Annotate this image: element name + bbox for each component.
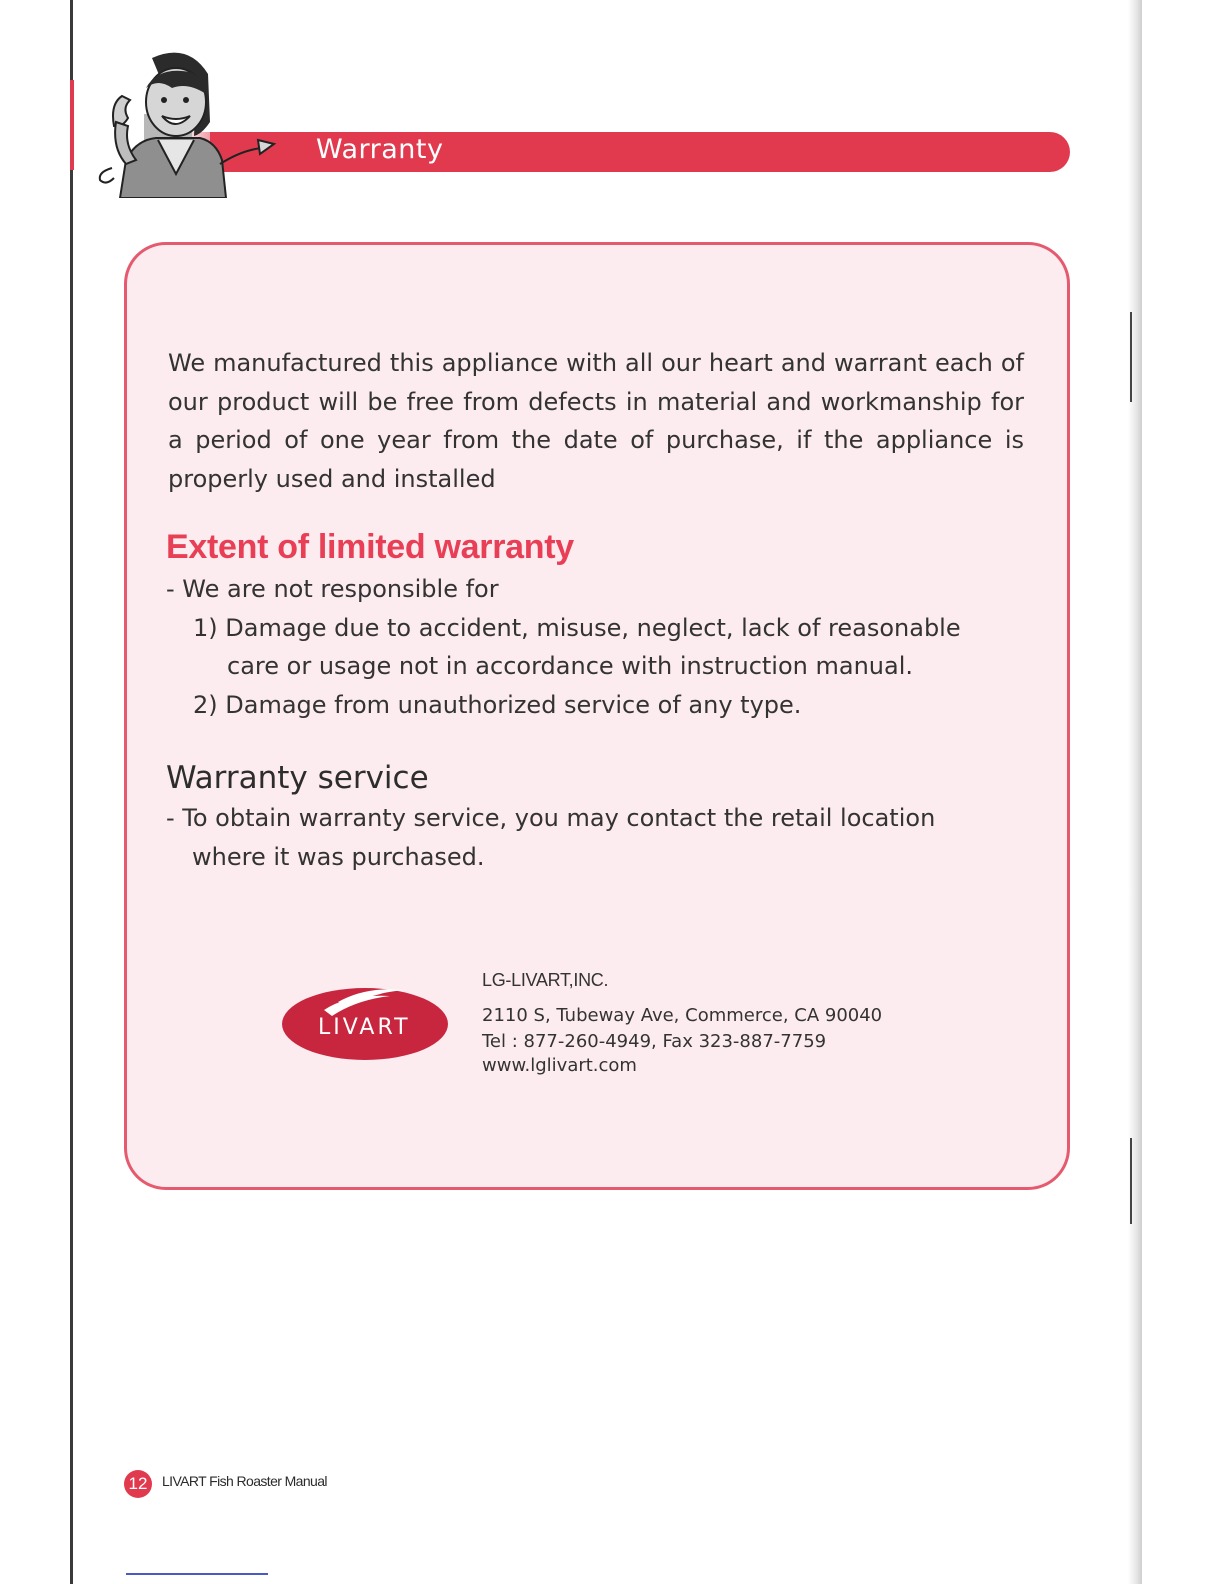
company-phone: Tel : 877-260-4949, Fax 323-887-7759 — [482, 1031, 827, 1052]
limited-warranty-item: 2) Damage from unauthorized service of any type. — [193, 691, 802, 719]
page-binding-accent — [70, 80, 74, 170]
page-number-badge: 12 — [124, 1470, 152, 1498]
warranty-intro-paragraph: We manufactured this appliance with all our heart and warrant each of our product will be free from defects in material and workmanship for a period of one year from the date of purchase, if the appliance is properly used and installed — [168, 349, 1024, 493]
page-binding-edge — [70, 0, 73, 1584]
page-edge-mark — [1130, 312, 1132, 402]
page-edge-mark — [1130, 1138, 1132, 1224]
livart-logo — [278, 980, 452, 1062]
warranty-service-text-continued: where it was purchased. — [192, 843, 485, 871]
mascot-phone-illustration — [92, 48, 282, 198]
footer-rule — [126, 1573, 268, 1575]
warranty-service-heading: Warranty service — [166, 760, 429, 796]
warranty-service-text: - To obtain warranty service, you may contact the retail location — [166, 804, 936, 832]
company-website: www.lglivart.com — [482, 1055, 637, 1076]
page-right-edge — [1128, 0, 1142, 1584]
limited-warranty-item: 1) Damage due to accident, misuse, neglect, lack of reasonable — [193, 614, 961, 642]
limited-warranty-item-continued: care or usage not in accordance with instruction manual. — [227, 652, 914, 680]
page-title: Warranty — [316, 134, 444, 165]
company-name: LG-LIVART,INC. — [482, 970, 609, 990]
limited-warranty-lead: - We are not responsible for — [166, 575, 499, 603]
svg-text:LIVART: LIVART — [318, 1015, 411, 1040]
company-address: 2110 S, Tubeway Ave, Commerce, CA 90040 — [482, 1005, 883, 1026]
footer-manual-title: LIVART Fish Roaster Manual — [162, 1473, 327, 1489]
limited-warranty-heading: Extent of limited warranty — [166, 528, 574, 566]
